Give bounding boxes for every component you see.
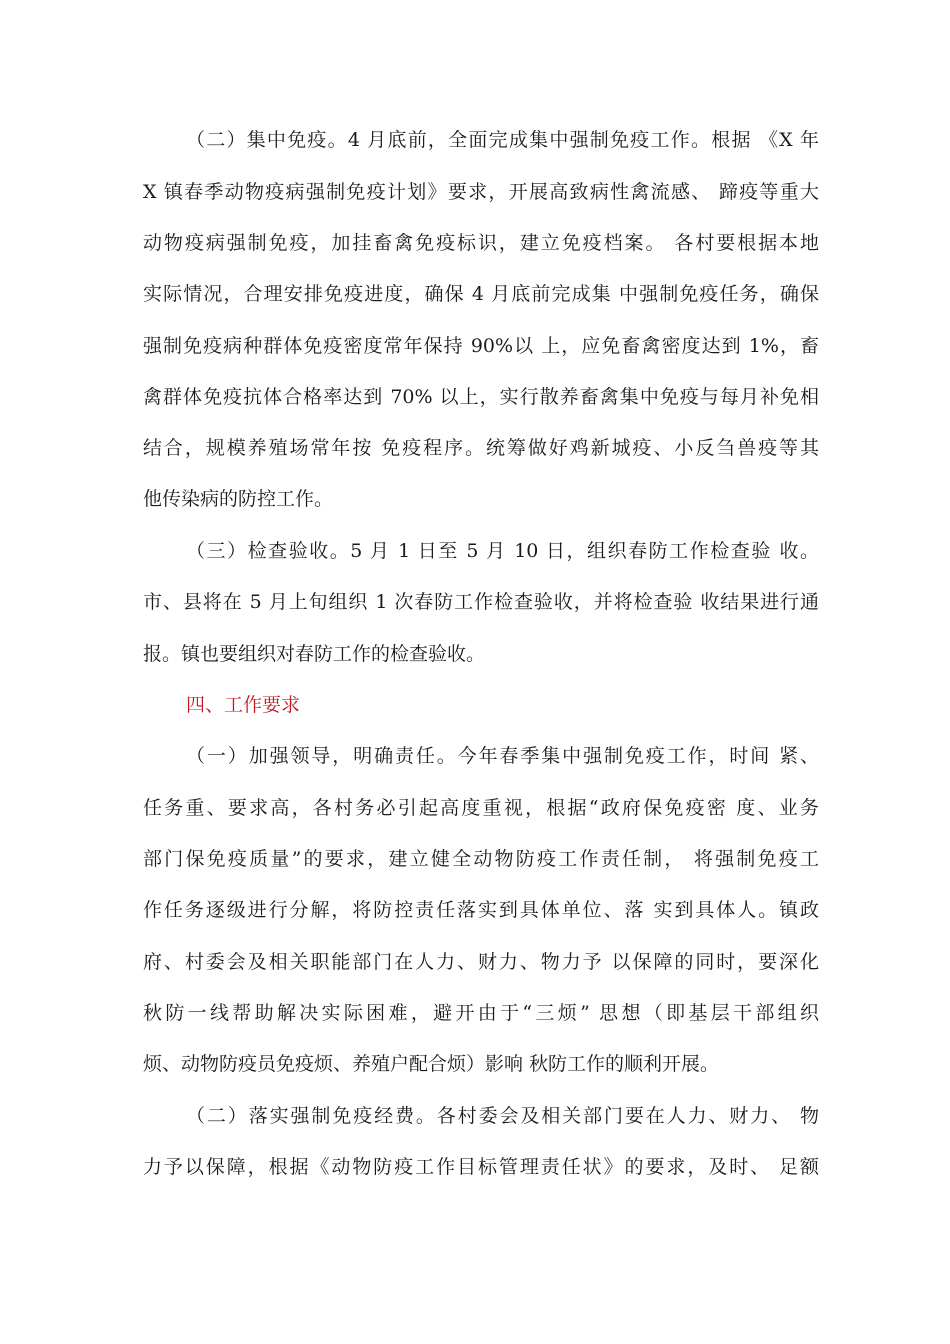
paragraph-line: 他传染病的防控工作。: [143, 488, 334, 510]
paragraph-line: 市、县将在 5 月上旬组织 1 次春防工作检查验收，并将检查验 收结果进行通: [143, 591, 819, 613]
paragraph-line: （二）落实强制免疫经费。各村委会及相关部门要在人力、财力、 物: [186, 1105, 819, 1127]
paragraph-line: 府、村委会及相关职能部门在人力、财力、物力予 以保障的同时，要深化: [143, 951, 819, 973]
paragraph-line: 力予以保障，根据《动物防疫工作目标管理责任状》的要求，及时、 足额: [143, 1156, 819, 1178]
paragraph-line: 部门保免疫质量”的要求，建立健全动物防疫工作责任制， 将强制免疫工: [143, 848, 819, 870]
paragraph-line: 报。镇也要组织对春防工作的检查验收。: [143, 643, 486, 665]
paragraph-line: （三）检查验收。5 月 1 日至 5 月 10 日，组织春防工作检查验 收。: [186, 540, 819, 562]
paragraph-line: 任务重、要求高，各村务必引起高度重视，根据“政府保免疫密 度、业务: [143, 797, 819, 819]
paragraph-line: （一）加强领导，明确责任。今年春季集中强制免疫工作，时间 紧、: [186, 745, 819, 767]
paragraph-line: X 镇春季动物疫病强制免疫计划》要求，开展高致病性禽流感、 蹄疫等重大: [143, 181, 819, 203]
section-heading: 四、工作要求: [186, 694, 301, 716]
paragraph-line: 动物疫病强制免疫，加挂畜禽免疫标识，建立免疫档案。 各村要根据本地: [143, 232, 819, 254]
paragraph-line: 结合，规模养殖场常年按 免疫程序。统筹做好鸡新城疫、小反刍兽疫等其: [143, 437, 819, 459]
paragraph-line: （二）集中免疫。4 月底前，全面完成集中强制免疫工作。根据 《X 年: [186, 129, 819, 151]
paragraph-line: 烦、动物防疫员免疫烦、养殖户配合烦）影响 秋防工作的顺利开展。: [143, 1053, 720, 1075]
paragraph-line: 强制免疫病种群体免疫密度常年保持 90%以 上，应免畜禽密度达到 1%，畜: [143, 335, 819, 357]
paragraph-line: 作任务逐级进行分解，将防控责任落实到具体单位、落 实到具体人。镇政: [143, 899, 819, 921]
paragraph-line: 禽群体免疫抗体合格率达到 70% 以上，实行散养畜禽集中免疫与每月补免相: [143, 386, 819, 408]
paragraph-line: 秋防一线帮助解决实际困难，避开由于“三烦” 思想（即基层干部组织: [143, 1002, 819, 1024]
paragraph-line: 实际情况，合理安排免疫进度，确保 4 月底前完成集 中强制免疫任务，确保: [143, 283, 819, 305]
